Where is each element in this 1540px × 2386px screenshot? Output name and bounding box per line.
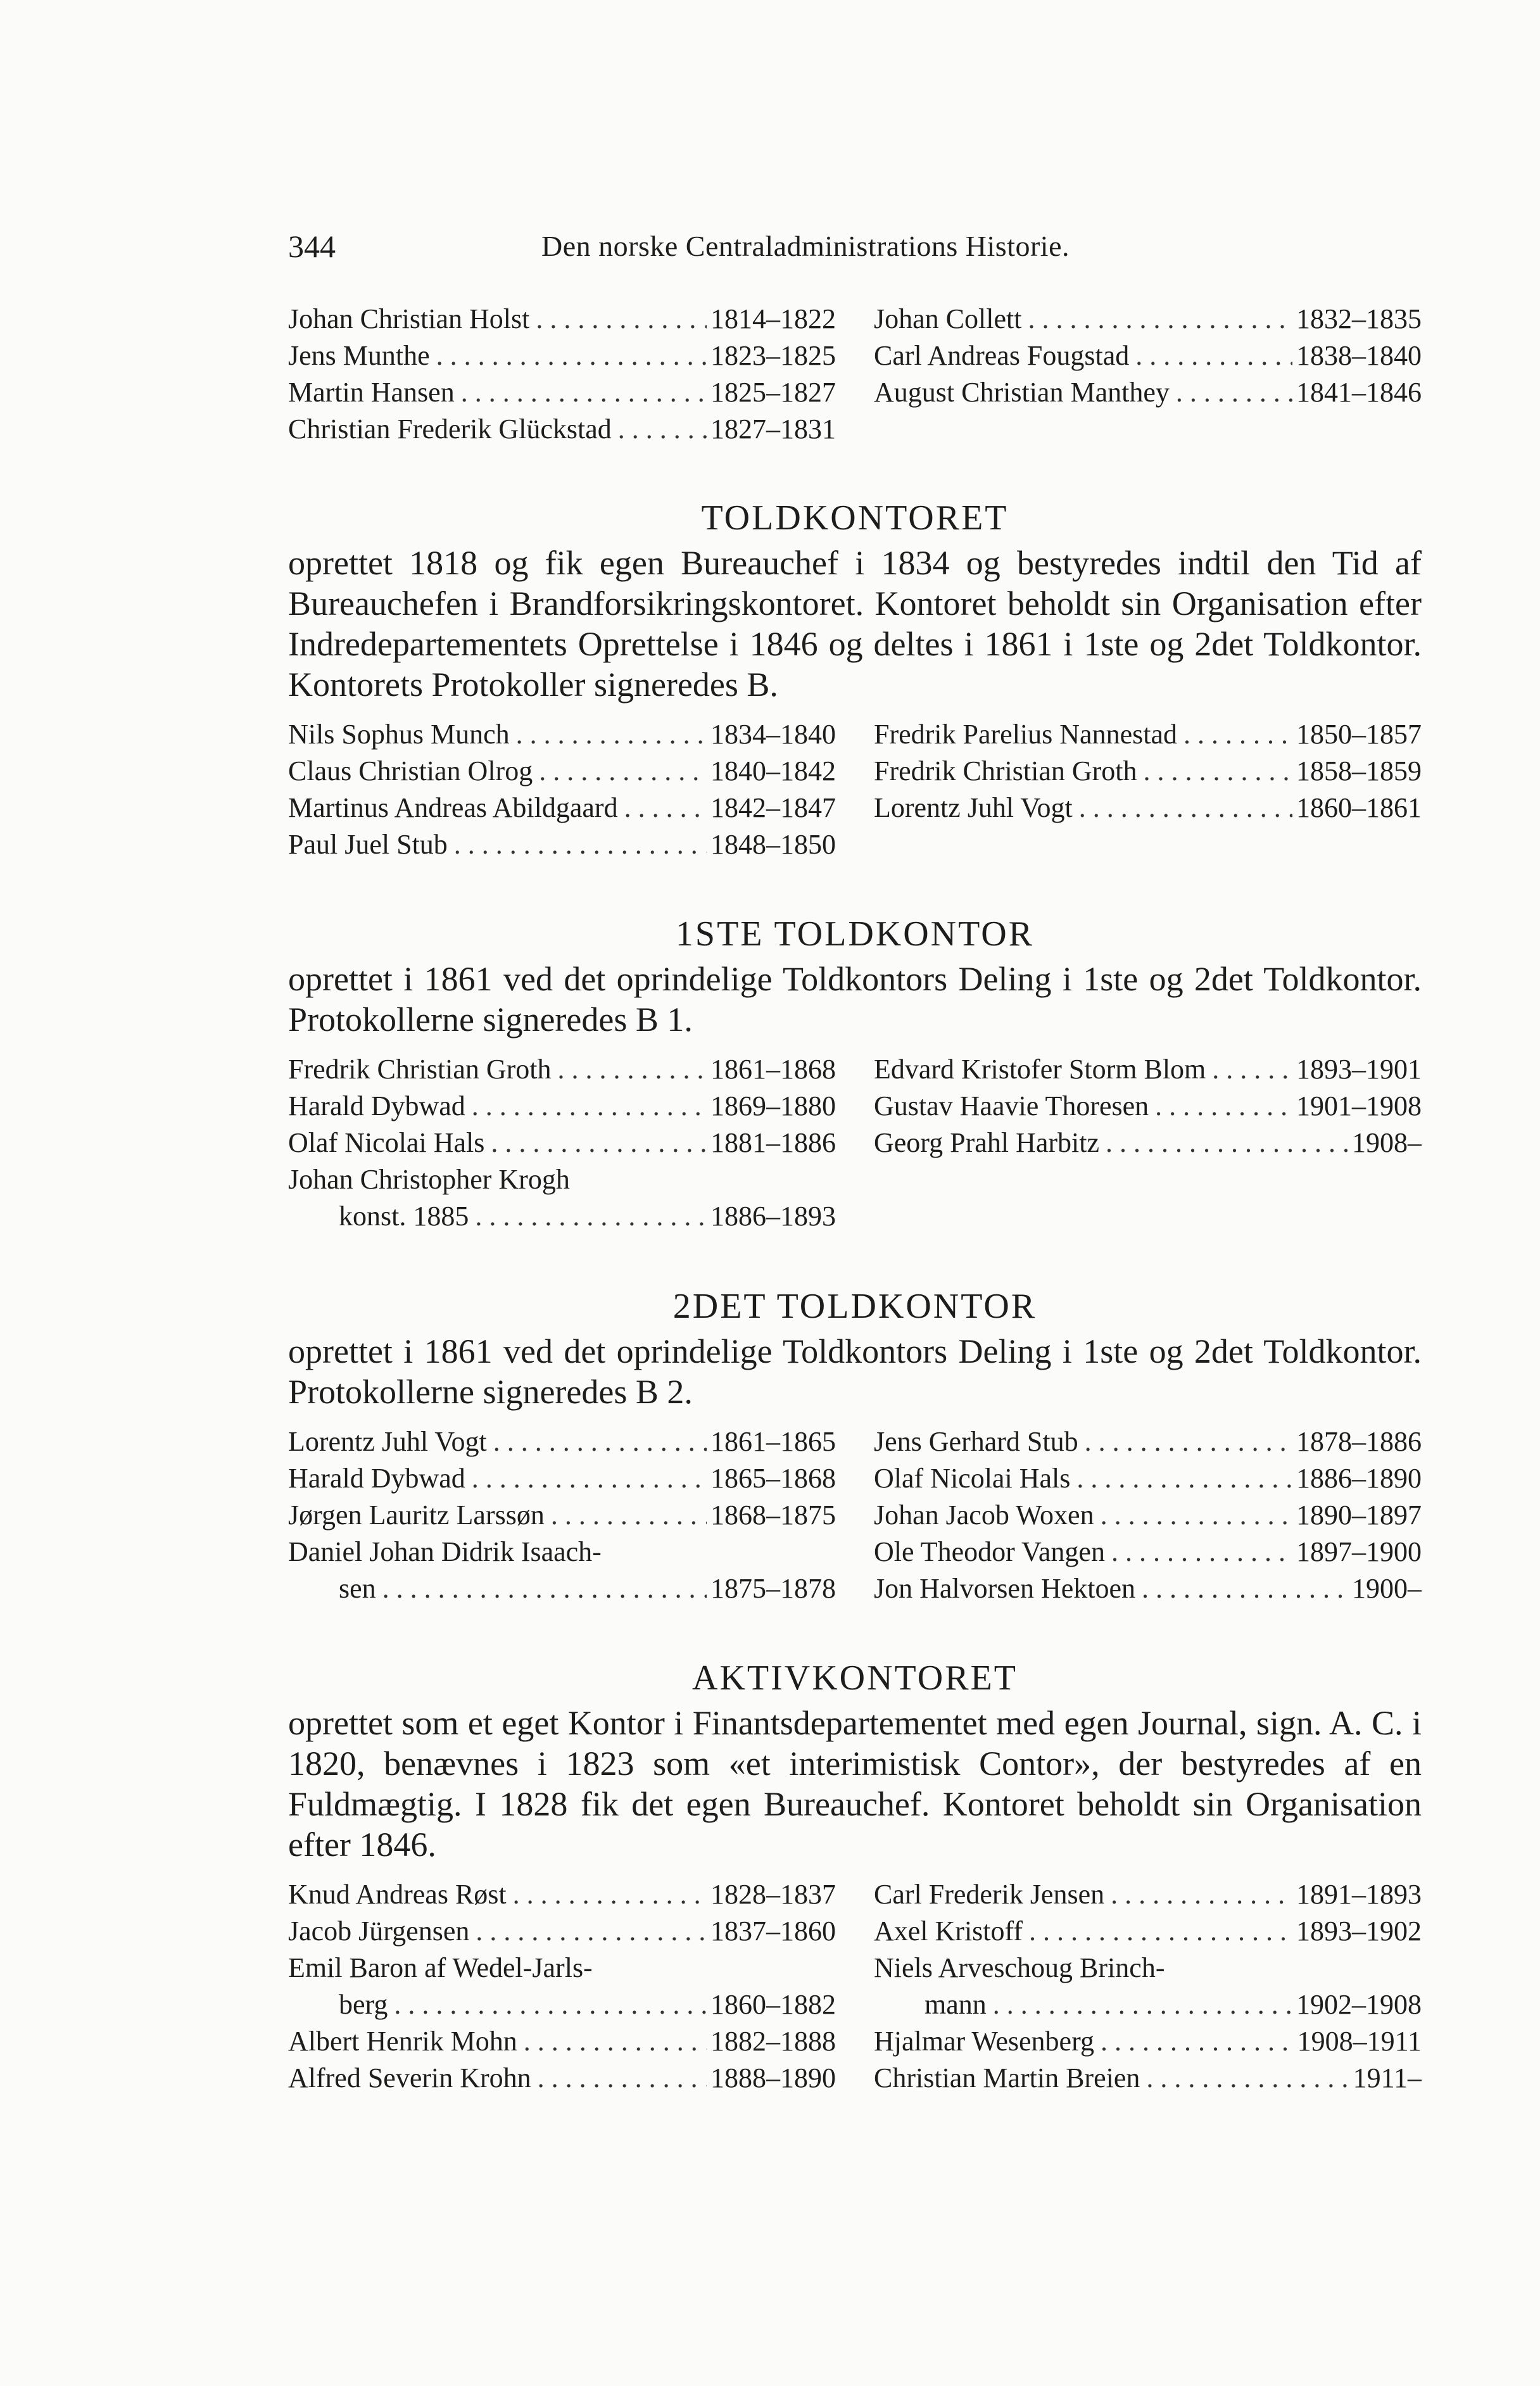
entry-name: Fredrik Parelius Nannestad bbox=[874, 719, 1177, 750]
entry-years: 1823–1825 bbox=[710, 340, 836, 371]
list-item bbox=[874, 1423, 1422, 1460]
entry-years: 1869–1880 bbox=[710, 1090, 836, 1121]
entry-name: Martinus Andreas Abildgaard bbox=[288, 792, 618, 823]
entry-name: Jon Halvorsen Hektoen bbox=[874, 1573, 1136, 1604]
entry-name: Lorentz Juhl Vogt bbox=[874, 792, 1073, 823]
intro-left-column bbox=[288, 301, 836, 448]
entry-name: Ole Theodor Vangen bbox=[874, 1536, 1105, 1567]
list-item bbox=[874, 374, 1422, 411]
dot-leader bbox=[545, 1497, 707, 1534]
entry-name: Hjalmar Wesenberg bbox=[874, 2026, 1094, 2057]
entry-name: Christian Martin Breien bbox=[874, 2062, 1140, 2093]
dot-leader bbox=[552, 1051, 707, 1088]
list-item bbox=[874, 1497, 1422, 1534]
section-heading: AKTIVKONTORET bbox=[692, 1658, 1018, 1698]
entry-name: Carl Frederik Jensen bbox=[874, 1879, 1105, 1910]
dot-leader bbox=[1129, 338, 1292, 374]
list-item bbox=[288, 1198, 836, 1235]
list-item bbox=[288, 1088, 836, 1125]
entry-years: 1881–1886 bbox=[710, 1127, 836, 1158]
toldkontor2-left-column bbox=[288, 1423, 836, 1607]
list-item bbox=[288, 374, 836, 411]
entry-name: Daniel Johan Didrik Isaach- bbox=[288, 1536, 602, 1567]
entry-years: 1840–1842 bbox=[710, 755, 836, 786]
dot-leader bbox=[533, 753, 707, 790]
entry-years: 1908–1911 bbox=[1297, 2026, 1422, 2057]
entry-years: 1891–1893 bbox=[1296, 1879, 1422, 1910]
list-item bbox=[874, 790, 1422, 826]
dot-leader bbox=[1135, 1570, 1348, 1607]
entry-name: Harald Dybwad bbox=[288, 1463, 465, 1494]
entry-years: 1878–1886 bbox=[1296, 1426, 1422, 1457]
entry-name: Olaf Nicolai Hals bbox=[288, 1127, 485, 1158]
entry-name: Johan Christopher Krogh bbox=[288, 1164, 570, 1195]
dot-leader bbox=[1021, 301, 1292, 338]
dot-leader bbox=[430, 338, 707, 374]
entry-name: Albert Henrik Mohn bbox=[288, 2026, 517, 2057]
dot-leader bbox=[1137, 753, 1292, 790]
dot-leader bbox=[1206, 1051, 1292, 1088]
dot-leader bbox=[1105, 1534, 1292, 1570]
aktivkontoret-left-column bbox=[288, 1876, 836, 2097]
entry-years: 1860–1882 bbox=[710, 1989, 836, 2020]
entry-years: 1861–1865 bbox=[710, 1426, 836, 1457]
entry-years: 1882–1888 bbox=[710, 2026, 836, 2057]
list-item bbox=[288, 1125, 836, 1161]
entry-name: Fredrik Christian Groth bbox=[874, 755, 1137, 786]
entry-name: Axel Kristoff bbox=[874, 1916, 1023, 1947]
list-item bbox=[874, 716, 1422, 753]
list-item bbox=[288, 1161, 836, 1198]
entry-name: Jens Munthe bbox=[288, 340, 430, 371]
list-item bbox=[874, 753, 1422, 790]
entry-years: 1827–1831 bbox=[710, 413, 836, 445]
list-item bbox=[874, 1986, 1422, 2023]
entry-name: Alfred Severin Krohn bbox=[288, 2062, 531, 2093]
entry-years: 1893–1901 bbox=[1296, 1054, 1422, 1085]
list-item bbox=[288, 2023, 836, 2060]
list-item bbox=[874, 1534, 1422, 1570]
list-item bbox=[874, 1125, 1422, 1161]
list-item bbox=[874, 2060, 1422, 2097]
dot-leader bbox=[465, 1088, 707, 1125]
toldkontoret-right-column bbox=[874, 716, 1422, 863]
running-title: Den norske Centraladministrations Historie. bbox=[541, 230, 1070, 262]
dot-leader bbox=[388, 1986, 707, 2023]
dot-leader bbox=[1094, 1497, 1292, 1534]
entry-name: Nils Sophus Munch bbox=[288, 719, 510, 750]
list-item bbox=[288, 1460, 836, 1497]
entry-years: 1814–1822 bbox=[710, 303, 836, 334]
entry-years: 1825–1827 bbox=[710, 377, 836, 408]
dot-leader bbox=[1177, 716, 1292, 753]
list-item bbox=[874, 1460, 1422, 1497]
toldkontoret-left-column bbox=[288, 716, 836, 863]
dot-leader bbox=[1170, 374, 1292, 411]
dot-leader bbox=[1149, 1088, 1292, 1125]
entry-name: Olaf Nicolai Hals bbox=[874, 1463, 1071, 1494]
entry-name: Johan Collett bbox=[874, 303, 1022, 334]
list-item bbox=[288, 301, 836, 338]
entry-years: 1901–1908 bbox=[1296, 1090, 1422, 1121]
list-item bbox=[288, 753, 836, 790]
toldkontor1-right-column bbox=[874, 1051, 1422, 1235]
section-heading: 1STE TOLDKONTOR bbox=[675, 914, 1035, 954]
entry-years: 1865–1868 bbox=[710, 1463, 836, 1494]
entry-years: 1902–1908 bbox=[1296, 1989, 1422, 2020]
dot-leader bbox=[529, 301, 707, 338]
list-item bbox=[288, 1570, 836, 1607]
dot-leader bbox=[618, 790, 707, 826]
section-text: oprettet som et eget Kontor i Finantsdepartementet med egen Journal, sign. A. C. i 1820, benævnes i 1823 som «et interimistisk Contor», der bestyredes af en Fuldmægtig. I 1828 fik det egen Bureauchef. Kontoret beholdt sin Organisation efter 1846. bbox=[288, 1704, 1422, 1864]
entry-years: 1908– bbox=[1352, 1127, 1422, 1158]
dot-leader bbox=[510, 716, 707, 753]
list-item bbox=[874, 1876, 1422, 1913]
dot-leader bbox=[1073, 790, 1292, 826]
dot-leader bbox=[1070, 1460, 1292, 1497]
entry-years: 1850–1857 bbox=[1296, 719, 1422, 750]
entry-years: 1911– bbox=[1353, 2062, 1422, 2093]
entry-name: Jacob Jürgensen bbox=[288, 1916, 470, 1947]
dot-leader bbox=[469, 1913, 707, 1950]
entry-name: Emil Baron af Wedel-Jarls- bbox=[288, 1952, 593, 1983]
dot-leader bbox=[376, 1570, 707, 1607]
entry-years: 1841–1846 bbox=[1296, 377, 1422, 408]
dot-leader bbox=[448, 826, 707, 863]
entry-name: Edvard Kristofer Storm Blom bbox=[874, 1054, 1206, 1085]
dot-leader bbox=[1104, 1876, 1292, 1913]
section-text: oprettet i 1861 ved det oprindelige Toldkontors Deling i 1ste og 2det Toldkontor. Protokollerne signeredes B 2. bbox=[288, 1332, 1422, 1411]
toldkontor1-left-column bbox=[288, 1051, 836, 1235]
entry-name: mann bbox=[925, 1989, 987, 2020]
dot-leader bbox=[1078, 1423, 1292, 1460]
dot-leader bbox=[1023, 1913, 1292, 1950]
dot-leader bbox=[531, 2060, 707, 2097]
list-item bbox=[288, 790, 836, 826]
entry-years: 1868–1875 bbox=[710, 1499, 836, 1531]
list-item bbox=[874, 1950, 1422, 1986]
entry-years: 1890–1897 bbox=[1296, 1499, 1422, 1531]
entry-name: Fredrik Christian Groth bbox=[288, 1054, 552, 1085]
list-item bbox=[288, 826, 836, 863]
section-heading: TOLDKONTORET bbox=[701, 498, 1009, 538]
entry-name: Claus Christian Olrog bbox=[288, 755, 533, 786]
page-number: 344 bbox=[288, 229, 336, 264]
entry-name: Knud Andreas Røst bbox=[288, 1879, 507, 1910]
list-item bbox=[288, 1913, 836, 1950]
list-item bbox=[288, 1051, 836, 1088]
entry-name: Harald Dybwad bbox=[288, 1090, 465, 1121]
entry-years: 1886–1890 bbox=[1296, 1463, 1422, 1494]
entry-years: 1875–1878 bbox=[710, 1573, 836, 1604]
dot-leader bbox=[465, 1460, 707, 1497]
dot-leader bbox=[507, 1876, 707, 1913]
entry-years: 1834–1840 bbox=[710, 719, 836, 750]
entry-years: 1861–1868 bbox=[710, 1054, 836, 1085]
dot-leader bbox=[1094, 2023, 1294, 2060]
section-1ste-toldkontor bbox=[288, 913, 1422, 1235]
section-toldkontoret bbox=[288, 497, 1422, 863]
list-item bbox=[288, 2060, 836, 2097]
dot-leader bbox=[1099, 1125, 1348, 1161]
entry-years: 1842–1847 bbox=[710, 792, 836, 823]
list-item bbox=[288, 716, 836, 753]
list-item bbox=[874, 338, 1422, 374]
entry-years: 1893–1902 bbox=[1296, 1916, 1422, 1947]
aktivkontoret-right-column bbox=[874, 1876, 1422, 2097]
list-item bbox=[288, 411, 836, 448]
list-item bbox=[288, 1950, 836, 1986]
entry-name: Johan Jacob Woxen bbox=[874, 1499, 1094, 1531]
entry-name: sen bbox=[339, 1573, 376, 1604]
entry-name: Niels Arveschoug Brinch- bbox=[874, 1952, 1165, 1983]
list-item bbox=[874, 1051, 1422, 1088]
entry-years: 1837–1860 bbox=[710, 1916, 836, 1947]
entry-name: Carl Andreas Fougstad bbox=[874, 340, 1130, 371]
toldkontor2-right-column bbox=[874, 1423, 1422, 1607]
dot-leader bbox=[484, 1125, 707, 1161]
section-2det-toldkontor bbox=[288, 1285, 1422, 1607]
entry-name: Paul Juel Stub bbox=[288, 829, 448, 860]
entry-years: 1832–1835 bbox=[1296, 303, 1422, 334]
list-item bbox=[288, 1876, 836, 1913]
page-header bbox=[288, 228, 1301, 272]
section-text: oprettet i 1861 ved det oprindelige Toldkontors Deling i 1ste og 2det Toldkontor. Protokollerne signeredes B 1. bbox=[288, 960, 1422, 1038]
entry-name: Georg Prahl Harbitz bbox=[874, 1127, 1099, 1158]
entry-name: Jens Gerhard Stub bbox=[874, 1426, 1078, 1457]
entry-name: Jørgen Lauritz Larssøn bbox=[288, 1499, 545, 1531]
entry-name: Gustav Haavie Thoresen bbox=[874, 1090, 1149, 1121]
entry-years: 1897–1900 bbox=[1296, 1536, 1422, 1567]
dot-leader bbox=[487, 1423, 707, 1460]
dot-leader bbox=[1140, 2060, 1349, 2097]
intro-right-column bbox=[874, 301, 1422, 448]
entry-years: 1848–1850 bbox=[710, 829, 836, 860]
list-item bbox=[288, 1534, 836, 1570]
list-item bbox=[288, 1423, 836, 1460]
entry-name: Johan Christian Holst bbox=[288, 303, 530, 334]
list-item bbox=[874, 2023, 1422, 2060]
entry-name: August Christian Manthey bbox=[874, 377, 1170, 408]
entry-name: Christian Frederik Glückstad bbox=[288, 413, 612, 445]
entry-years: 1828–1837 bbox=[710, 1879, 836, 1910]
list-item bbox=[874, 1913, 1422, 1950]
section-aktivkontoret bbox=[288, 1657, 1422, 2097]
section-heading: 2DET TOLDKONTOR bbox=[672, 1287, 1037, 1326]
entry-years: 1900– bbox=[1352, 1573, 1422, 1604]
dot-leader bbox=[469, 1198, 707, 1235]
entry-years: 1858–1859 bbox=[1296, 755, 1422, 786]
entry-years: 1886–1893 bbox=[710, 1201, 836, 1232]
section-text: oprettet 1818 og fik egen Bureauchef i 1834 og bestyredes indtil den Tid af Bureauchefen i Brandforsikringskontoret. Kontoret beholdt sin Organisation efter Indredepartementets Oprettelse i 1846 og deltes i 1861 i 1ste og 2det Toldkontor. Kontorets Protokoller signeredes B. bbox=[288, 544, 1422, 704]
intro-list bbox=[288, 301, 1422, 448]
entry-name: Martin Hansen bbox=[288, 377, 455, 408]
list-item bbox=[874, 1570, 1422, 1607]
list-item bbox=[874, 1088, 1422, 1125]
dot-leader bbox=[517, 2023, 707, 2060]
list-item bbox=[874, 301, 1422, 338]
list-item bbox=[288, 1986, 836, 2023]
entry-name: Lorentz Juhl Vogt bbox=[288, 1426, 487, 1457]
dot-leader bbox=[612, 411, 707, 448]
list-item bbox=[288, 1497, 836, 1534]
entry-years: 1860–1861 bbox=[1296, 792, 1422, 823]
list-item bbox=[288, 338, 836, 374]
entry-years: 1838–1840 bbox=[1296, 340, 1422, 371]
entry-name: berg bbox=[339, 1989, 388, 2020]
dot-leader bbox=[987, 1986, 1292, 2023]
entry-years: 1888–1890 bbox=[710, 2062, 836, 2093]
entry-name: konst. 1885 bbox=[339, 1201, 469, 1232]
dot-leader bbox=[455, 374, 707, 411]
